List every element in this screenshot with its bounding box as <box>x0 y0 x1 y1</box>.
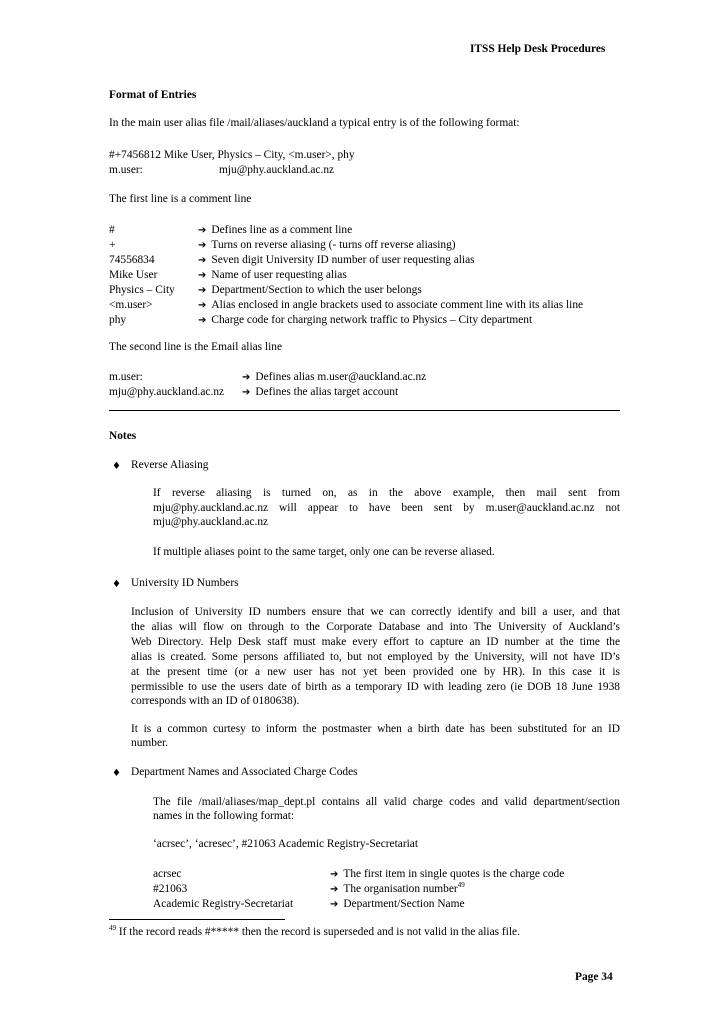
arrow-icon: ➔ <box>198 300 207 311</box>
arrow-icon: ➔ <box>198 225 207 236</box>
university-id-line-6: permissible to use the users date of birth as a temporary ID with leading zero (ie DOB 18 June 1938 <box>131 681 620 693</box>
reverse-aliasing-line-2: mju@phy.auckland.ac.nz will appear to have been sent by m.user@auckland.ac.nz not <box>153 502 620 514</box>
definition-key: m.user: <box>109 371 143 383</box>
arrow-icon: ➔ <box>330 899 339 910</box>
university-id-line-5: at the present time (or a new user has not yet been provided one by HR). In this case it is <box>131 666 620 678</box>
university-id-line-1: Inclusion of University ID numbers ensure that we can correctly identify and bill a user, and that <box>131 606 620 618</box>
note-title-university-id: University ID Numbers <box>131 577 239 589</box>
definition-desc: Alias enclosed in angle brackets used to associate comment line with its alias line <box>211 299 584 311</box>
definition-key: Physics – City <box>109 284 175 296</box>
arrow-icon: ➔ <box>330 869 339 880</box>
definition-desc: Charge code for charging network traffic to Physics – City department <box>211 314 533 326</box>
page-number: Page 34 <box>575 971 613 983</box>
arrow-icon: ➔ <box>330 884 339 895</box>
arrow-icon: ➔ <box>198 255 207 266</box>
reverse-aliasing-para-2: If multiple aliases point to the same target, only one can be reverse aliased. <box>153 546 495 558</box>
definition-desc: Turns on reverse aliasing (- turns off reverse aliasing) <box>211 239 456 251</box>
footnote-separator <box>109 919 285 920</box>
definition-desc: Name of user requesting alias <box>211 269 347 281</box>
arrow-icon: ➔ <box>198 240 207 251</box>
university-id-line-2: the alias will flow on through to the Corporate Database and into The University of Auckland’s <box>131 621 620 633</box>
definition-desc: Seven digit University ID number of user requesting alias <box>211 254 475 266</box>
bullet-diamond-icon: ♦ <box>112 461 121 472</box>
university-id-line-3: Web Directory. Help Desk staff must make every effort to capture an ID number at the time the <box>131 636 620 648</box>
definition-desc: Department/Section to which the user belongs <box>211 284 422 296</box>
section-title: Format of Entries <box>109 89 197 101</box>
definition-key: mju@phy.auckland.ac.nz <box>109 386 225 398</box>
university-id-line-7: corresponds with an ID of 0180638). <box>131 695 300 707</box>
footnote-text: If the record reads #***** then the record is superseded and is not valid in the alias file. <box>118 926 520 938</box>
definition-desc: Defines the alias target account <box>255 386 399 398</box>
footnote-number: 49 <box>109 924 116 933</box>
definition-key: Mike User <box>109 269 158 281</box>
definition-key: # <box>109 224 115 236</box>
first-line-note: The first line is a comment line <box>109 193 252 205</box>
university-id-line-4: alias is created. Some persons affiliated to, but not employed by the University, will not have ID’s <box>131 651 620 663</box>
university-id-para-2-line-1: It is a common curtesy to inform the postmaster when a birth date has been substituted for an ID <box>131 723 620 735</box>
arrow-icon: ➔ <box>198 315 207 326</box>
definition-desc: Department/Section Name <box>343 898 465 910</box>
definition-desc: The organisation number <box>343 883 458 895</box>
arrow-icon: ➔ <box>198 270 207 281</box>
department-names-example: ‘acrsec’, ‘acresec’, #21063 Academic Registry-Secretariat <box>153 838 419 850</box>
example-line-1: #+7456812 Mike User, Physics – City, <m.user>, phy <box>109 149 355 161</box>
section-divider <box>109 410 620 411</box>
note-title-reverse-aliasing: Reverse Aliasing <box>131 459 209 471</box>
definition-key: acrsec <box>153 868 182 880</box>
note-title-department-names: Department Names and Associated Charge Codes <box>131 766 358 778</box>
example-line-2-key: m.user: <box>109 164 143 176</box>
reverse-aliasing-line-1: If reverse aliasing is turned on, as in the above example, then mail sent from <box>153 487 620 499</box>
definition-key: 74556834 <box>109 254 155 266</box>
footnote <box>109 926 520 938</box>
running-header: ITSS Help Desk Procedures <box>470 43 606 55</box>
arrow-icon: ➔ <box>242 372 251 383</box>
second-line-note: The second line is the Email alias line <box>109 341 283 353</box>
reverse-aliasing-line-3: mju@phy.auckland.ac.nz <box>153 516 269 528</box>
definition-desc: The first item in single quotes is the charge code <box>343 868 565 880</box>
university-id-para-2-line-2: number. <box>131 737 169 749</box>
arrow-icon: ➔ <box>198 285 207 296</box>
definition-key: Academic Registry-Secretariat <box>153 898 294 910</box>
definition-key: + <box>109 239 116 251</box>
arrow-icon: ➔ <box>242 387 251 398</box>
department-names-line-2: names in the following format: <box>153 810 295 822</box>
notes-title: Notes <box>109 430 137 442</box>
definition-key: #21063 <box>153 883 188 895</box>
definition-key: phy <box>109 314 127 326</box>
definition-desc: Defines line as a comment line <box>211 224 353 236</box>
bullet-diamond-icon: ♦ <box>112 768 121 779</box>
example-line-2-value: mju@phy.auckland.ac.nz <box>219 164 335 176</box>
intro-text: In the main user alias file /mail/aliases/auckland a typical entry is of the following format: <box>109 117 520 129</box>
footnote-reference[interactable]: 49 <box>457 881 465 890</box>
department-names-line-1: The file /mail/aliases/map_dept.pl contains all valid charge codes and valid department/section <box>153 796 620 808</box>
bullet-diamond-icon: ♦ <box>112 579 121 590</box>
definition-desc: Defines alias m.user@auckland.ac.nz <box>255 371 427 383</box>
definition-key: <m.user> <box>109 299 153 311</box>
